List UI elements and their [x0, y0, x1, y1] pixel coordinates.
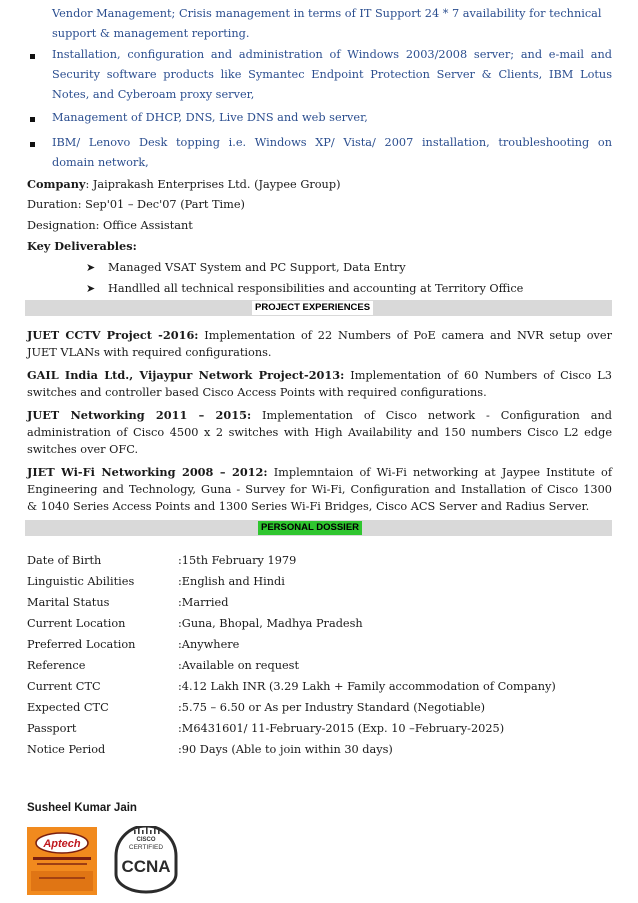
dossier-label: Reference — [27, 659, 86, 672]
ccna-text: CCNA — [121, 857, 171, 876]
project-line: & 1040 Series Access Points and 1300 Series Wi-Fi Bridges, Cisco ACS Server and Radius Server. — [27, 500, 590, 513]
square-bullet-icon — [30, 142, 35, 147]
dossier-label: Marital Status — [27, 596, 110, 609]
dossier-label: Current CTC — [27, 680, 101, 693]
dossier-value: :Guna, Bhopal, Madhya Pradesh — [178, 617, 363, 630]
project-title: JUET CCTV Project -2016: — [27, 328, 199, 342]
experience-bullet-line: Installation, configuration and administration of Windows 2003/2008 server; and e-mail and — [52, 48, 612, 61]
project-line: administration of Cisco 4500 x 2 switches with High Availability and 150 numbers Cisco L2 edge — [27, 426, 612, 439]
section-heading-dossier: PERSONAL DOSSIER — [258, 521, 362, 535]
company-value: : Jaiprakash Enterprises Ltd. (Jaypee Group) — [85, 178, 341, 191]
project-line: Engineering and Technology, Guna - Survey for Wi-Fi, Configuration and Installation of Cisco 1300 — [27, 483, 612, 496]
experience-bullet-line: Security software products like Symantec Endpoint Protection Server & Clients, IBM Lotus — [52, 68, 612, 81]
dossier-value: :M6431601/ 11-February-2015 (Exp. 10 –February-2025) — [178, 722, 505, 735]
dossier-label: Current Location — [27, 617, 126, 630]
signature-name: Susheel Kumar Jain — [27, 802, 137, 814]
dossier-label: Linguistic Abilities — [27, 575, 135, 588]
certified-text: CERTIFIED — [128, 844, 164, 851]
square-bullet-icon — [30, 54, 35, 59]
cisco-ccna-logo — [108, 826, 184, 894]
experience-bullet-line: Management of DHCP, DNS, Live DNS and web server, — [52, 111, 368, 124]
duration-line: Duration: Sep'01 – Dec'07 (Part Time) — [27, 198, 245, 211]
dossier-label: Notice Period — [27, 743, 106, 756]
experience-bullet-line: Notes, and Cyberoam proxy server, — [52, 88, 255, 101]
aptech-logo-text: Aptech — [43, 838, 81, 850]
project-title: JIET Wi-Fi Networking 2008 – 2012: — [27, 465, 268, 479]
dossier-value: :5.75 – 6.50 or As per Industry Standard (Negotiable) — [178, 701, 486, 714]
project-line: switches and controller based Cisco Access Points with required configurations. — [27, 386, 487, 399]
cisco-ccna-logo-art — [108, 826, 184, 894]
dossier-value: :Available on request — [178, 659, 299, 672]
dossier-value: :Married — [178, 596, 229, 609]
project-desc: Implemntaion of Wi-Fi networking at Jaypee Institute of — [273, 466, 612, 479]
deliverable-item: Handlled all technical responsibilities and accounting at Territory Office — [108, 282, 524, 295]
designation-line: Designation: Office Assistant — [27, 219, 193, 232]
project-title: GAIL India Ltd., Vijaypur Network Project-2013: — [27, 368, 345, 382]
dossier-value: :Anywhere — [178, 638, 240, 651]
dossier-label: Passport — [27, 722, 77, 735]
experience-bullet-line: domain network, — [52, 156, 149, 169]
experience-continued-line: support & management reporting. — [52, 27, 250, 40]
section-heading-projects: PROJECT EXPERIENCES — [252, 301, 373, 315]
dossier-label: Expected CTC — [27, 701, 109, 714]
company-label: Company — [27, 177, 86, 191]
experience-continued-line: Vendor Management; Crisis management in terms of IT Support 24 * 7 availability for technical — [52, 7, 602, 20]
dossier-value: :15th February 1979 — [178, 554, 297, 567]
dossier-label: Date of Birth — [27, 554, 102, 567]
key-deliverables-label: Key Deliverables: — [27, 239, 137, 253]
aptech-logo — [27, 827, 97, 895]
company-line — [27, 175, 340, 194]
dossier-label: Preferred Location — [27, 638, 136, 651]
project-desc: Implementation of 60 Numbers of Cisco L3 — [350, 369, 612, 382]
dossier-value: :English and Hindi — [178, 575, 285, 588]
cisco-text: CISCO — [136, 837, 156, 843]
aptech-logo-art — [27, 827, 97, 895]
project-line: switches over OFC. — [27, 443, 139, 456]
arrow-bullet-icon: ➤ — [86, 261, 96, 274]
deliverable-item: Managed VSAT System and PC Support, Data Entry — [108, 261, 406, 274]
dossier-value: :90 Days (Able to join within 30 days) — [178, 743, 393, 756]
project-desc: Implementation of Cisco network - Configuration and — [262, 409, 612, 422]
arrow-bullet-icon: ➤ — [86, 282, 96, 295]
experience-bullet-line: IBM/ Lenovo Desk topping i.e. Windows XP/ Vista/ 2007 installation, troubleshooting on — [52, 136, 612, 149]
project-title: JUET Networking 2011 – 2015: — [27, 408, 252, 422]
square-bullet-icon — [30, 117, 35, 122]
dossier-value: :4.12 Lakh INR (3.29 Lakh + Family accommodation of Company) — [178, 680, 556, 693]
project-line: JUET VLANs with required configurations. — [27, 346, 272, 359]
project-desc: Implementation of 22 Numbers of PoE camera and NVR setup over — [204, 329, 612, 342]
